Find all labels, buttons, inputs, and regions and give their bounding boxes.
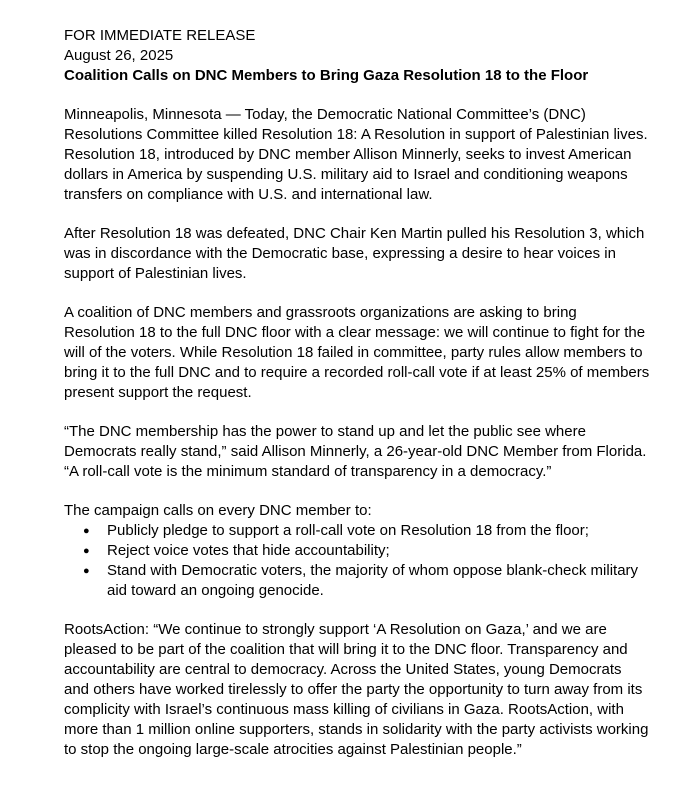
paragraph-rootsaction: RootsAction: “We continue to strongly support ‘A Resolution on Gaza,’ and we are pleased to be part of the coalition that will bring it to the DNC floor. Transparency and accountability are central to democracy. Across the United States, young Democrats and others have worked tirelessly to offer the party the opportunity to turn away from its complicity with Israel’s continuous mass killing of civilians in Gaza. RootsAction, with more than 1 million online supporters, stands in solidarity with the party activists working to stop the ongoing large-scale atrocities against Palestinian people.”	[64, 621, 649, 758]
list-item: ● Publicly pledge to support a roll-call vote on Resolution 18 from the floor;	[64, 521, 650, 541]
paragraph-resolution-3: After Resolution 18 was defeated, DNC Chair Ken Martin pulled his Resolution 3, which was in discordance with the Democratic base, expressing a desire to hear voices in support of Palestinian lives.	[64, 225, 645, 282]
demands-list	[64, 521, 650, 601]
headline: Coalition Calls on DNC Members to Bring Gaza Resolution 18 to the Floor	[64, 67, 589, 84]
paragraph-quote-minnerly: “The DNC membership has the power to stand up and let the public see where Democrats really stand,” said Allison Minnerly, a 26-year-old DNC Member from Florida. “A roll-call vote is the minimum standard of transparency in a democracy.”	[64, 423, 647, 480]
list-item: ● Stand with Democratic voters, the majority of whom oppose blank-check military aid toward an ongoing genocide.	[64, 561, 650, 601]
list-item: ● Reject voice votes that hide accountability;	[64, 541, 650, 561]
list-intro: The campaign calls on every DNC member to:	[64, 502, 372, 519]
release-date: August 26, 2025	[64, 47, 174, 64]
press-release-document	[64, 26, 650, 779]
release-label: FOR IMMEDIATE RELEASE	[64, 27, 256, 44]
release-header	[64, 26, 650, 86]
paragraph-dateline: Minneapolis, Minnesota — Today, the Democratic National Committee’s (DNC) Resolutions Committee killed Resolution 18: A Resolution in support of Palestinian lives. Resolution 18, introduced by DNC member Allison Minnerly, seeks to invest American dollars in America by suspending U.S. military aid to Israel and conditioning weapons transfers on compliance with U.S. and international law.	[64, 106, 648, 203]
paragraph-coalition: A coalition of DNC members and grassroots organizations are asking to bring Resolution 18 to the full DNC floor with a clear message: we will continue to fight for the will of the voters. While Resolution 18 failed in committee, party rules allow members to bring it to the full DNC and to require a recorded roll-call vote if at least 25% of members present support the request.	[64, 304, 650, 401]
